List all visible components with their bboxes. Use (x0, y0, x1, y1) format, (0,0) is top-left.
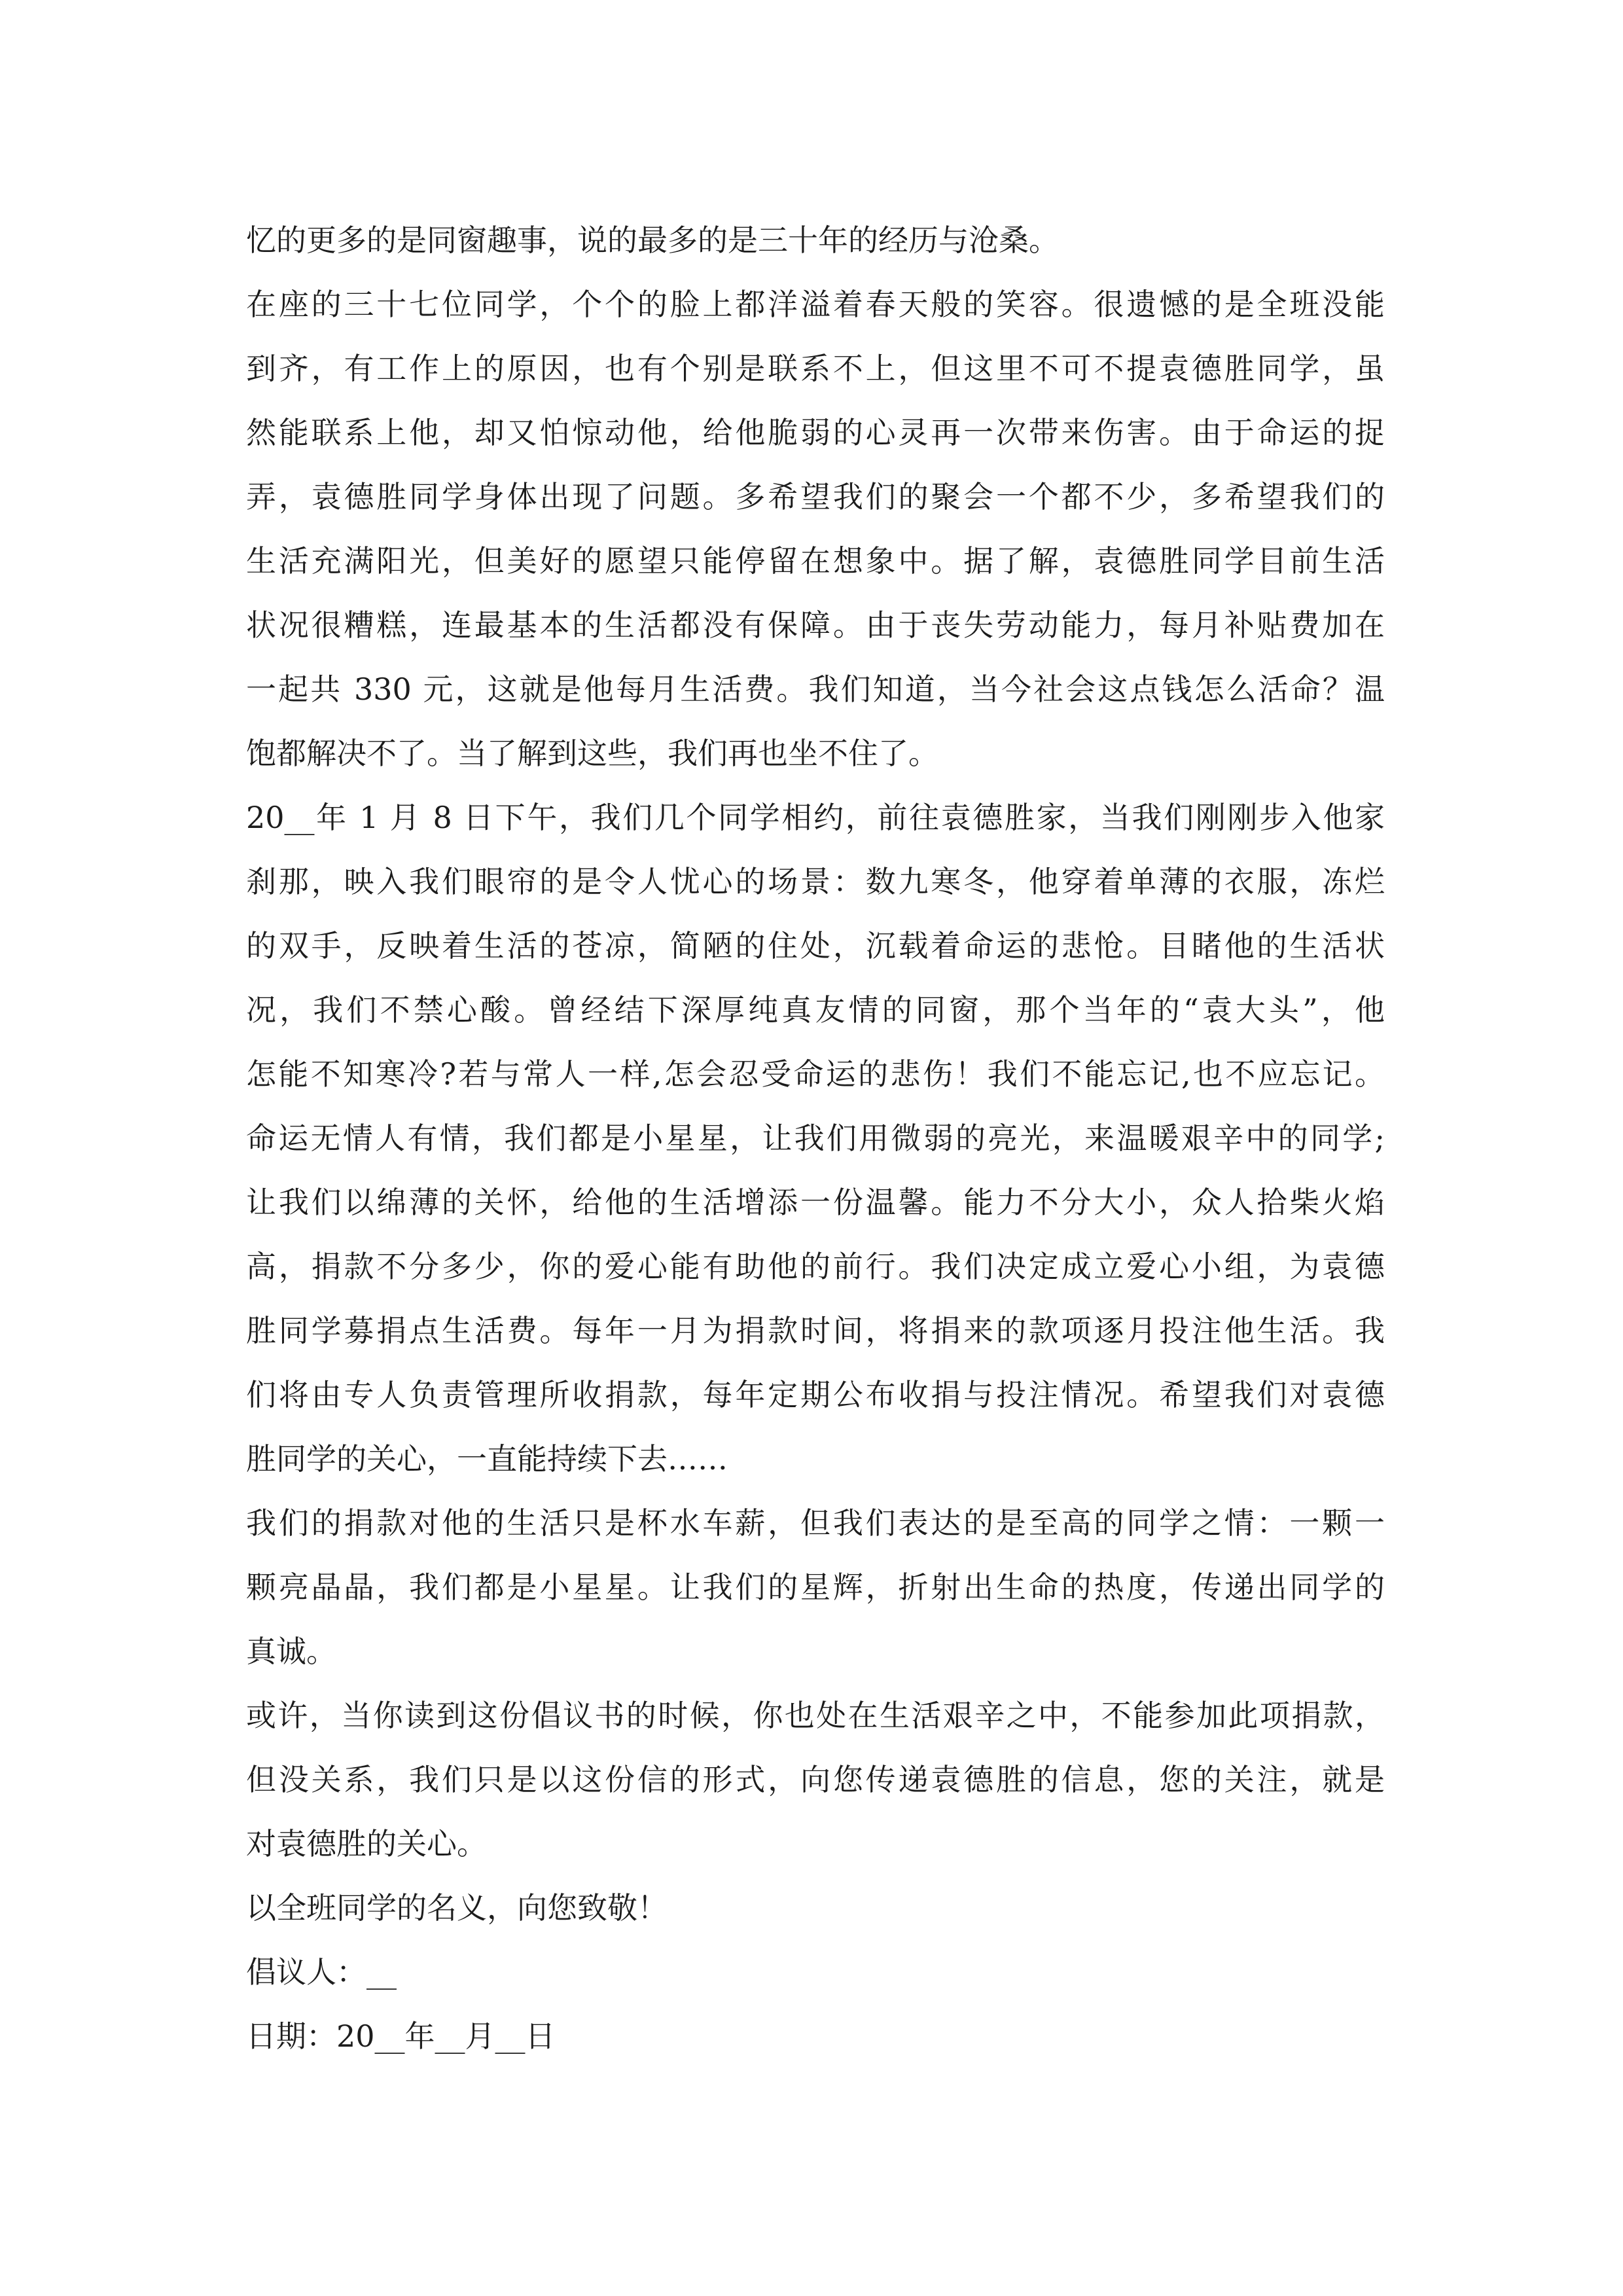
text-line: 怎能不知寒冷?若与常人一样,怎会忍受命运的悲伤！我们不能忘记,也不应忘记。 (246, 1056, 1385, 1092)
text-line: 胜同学的关心，一直能持续下去…… (246, 1441, 728, 1477)
text-line: 以全班同学的名义，向您致敬！ (246, 1890, 668, 1926)
text-line: 的双手，反映着生活的苍凉，简陋的住处，沉载着命运的悲怆。目睹他的生活状 (246, 928, 1385, 963)
text-line: 然能联系上他，却又怕惊动他，给他脆弱的心灵再一次带来伤害。由于命运的捉 (246, 415, 1385, 450)
text-line: 忆的更多的是同窗趣事，说的最多的是三十年的经历与沧桑。 (246, 223, 1059, 258)
text-line: 胜同学募捐点生活费。每年一月为捐款时间，将捐来的款项逐月投注他生活。我 (246, 1313, 1385, 1348)
signatory-line: 倡议人：__ (246, 1954, 397, 1990)
text-line: 们将由专人负责管理所收捐款，每年定期公布收捐与投注情况。希望我们对袁德 (246, 1377, 1385, 1412)
text-line: 到齐，有工作上的原因，也有个别是联系不上，但这里不可不提袁德胜同学，虽 (246, 351, 1385, 386)
text-line: 高，捐款不分多少，你的爱心能有助他的前行。我们决定成立爱心小组，为袁德 (246, 1249, 1385, 1284)
text-line: 真诚。 (246, 1634, 336, 1669)
text-line: 一起共 330 元，这就是他每月生活费。我们知道，当今社会这点钱怎么活命？温 (246, 672, 1385, 707)
text-line: 状况很糟糕，连最基本的生活都没有保障。由于丧失劳动能力，每月补贴费加在 (246, 607, 1385, 643)
text-line: 我们的捐款对他的生活只是杯水车薪，但我们表达的是至高的同学之情：一颗一 (246, 1505, 1385, 1541)
text-line: 让我们以绵薄的关怀，给他的生活增添一份温馨。能力不分大小，众人拾柴火焰 (246, 1185, 1385, 1220)
document-body (246, 208, 1385, 2068)
text-line: 饱都解决不了。当了解到这些，我们再也坐不住了。 (246, 736, 938, 771)
text-line: 或许，当你读到这份倡议书的时候，你也处在生活艰辛之中，不能参加此项捐款， (246, 1698, 1385, 1733)
text-line: 20__年 1 月 8 日下午，我们几个同学相约，前往袁德胜家，当我们刚刚步入他家 (246, 800, 1385, 835)
text-line: 刹那，映入我们眼帘的是令人忧心的场景：数九寒冬，他穿着单薄的衣服，冻烂 (246, 864, 1385, 899)
text-line: 命运无情人有情，我们都是小星星，让我们用微弱的亮光，来温暖艰辛中的同学; (246, 1121, 1385, 1156)
text-line: 弄，袁德胜同学身体出现了问题。多希望我们的聚会一个都不少，多希望我们的 (246, 479, 1385, 514)
text-line: 况，我们不禁心酸。曾经结下深厚纯真友情的同窗，那个当年的“袁大头”，他 (246, 992, 1385, 1028)
date-line: 日期：20__年__月__日 (246, 2018, 556, 2054)
text-line: 但没关系，我们只是以这份信的形式，向您传递袁德胜的信息，您的关注，就是 (246, 1762, 1385, 1797)
text-line: 对袁德胜的关心。 (246, 1826, 487, 1861)
text-line: 在座的三十七位同学，个个的脸上都洋溢着春天般的笑容。很遗憾的是全班没能 (246, 287, 1385, 322)
text-line: 生活充满阳光，但美好的愿望只能停留在想象中。据了解，袁德胜同学目前生活 (246, 543, 1385, 579)
text-line: 颗亮晶晶，我们都是小星星。让我们的星辉，折射出生命的热度，传递出同学的 (246, 1570, 1385, 1605)
